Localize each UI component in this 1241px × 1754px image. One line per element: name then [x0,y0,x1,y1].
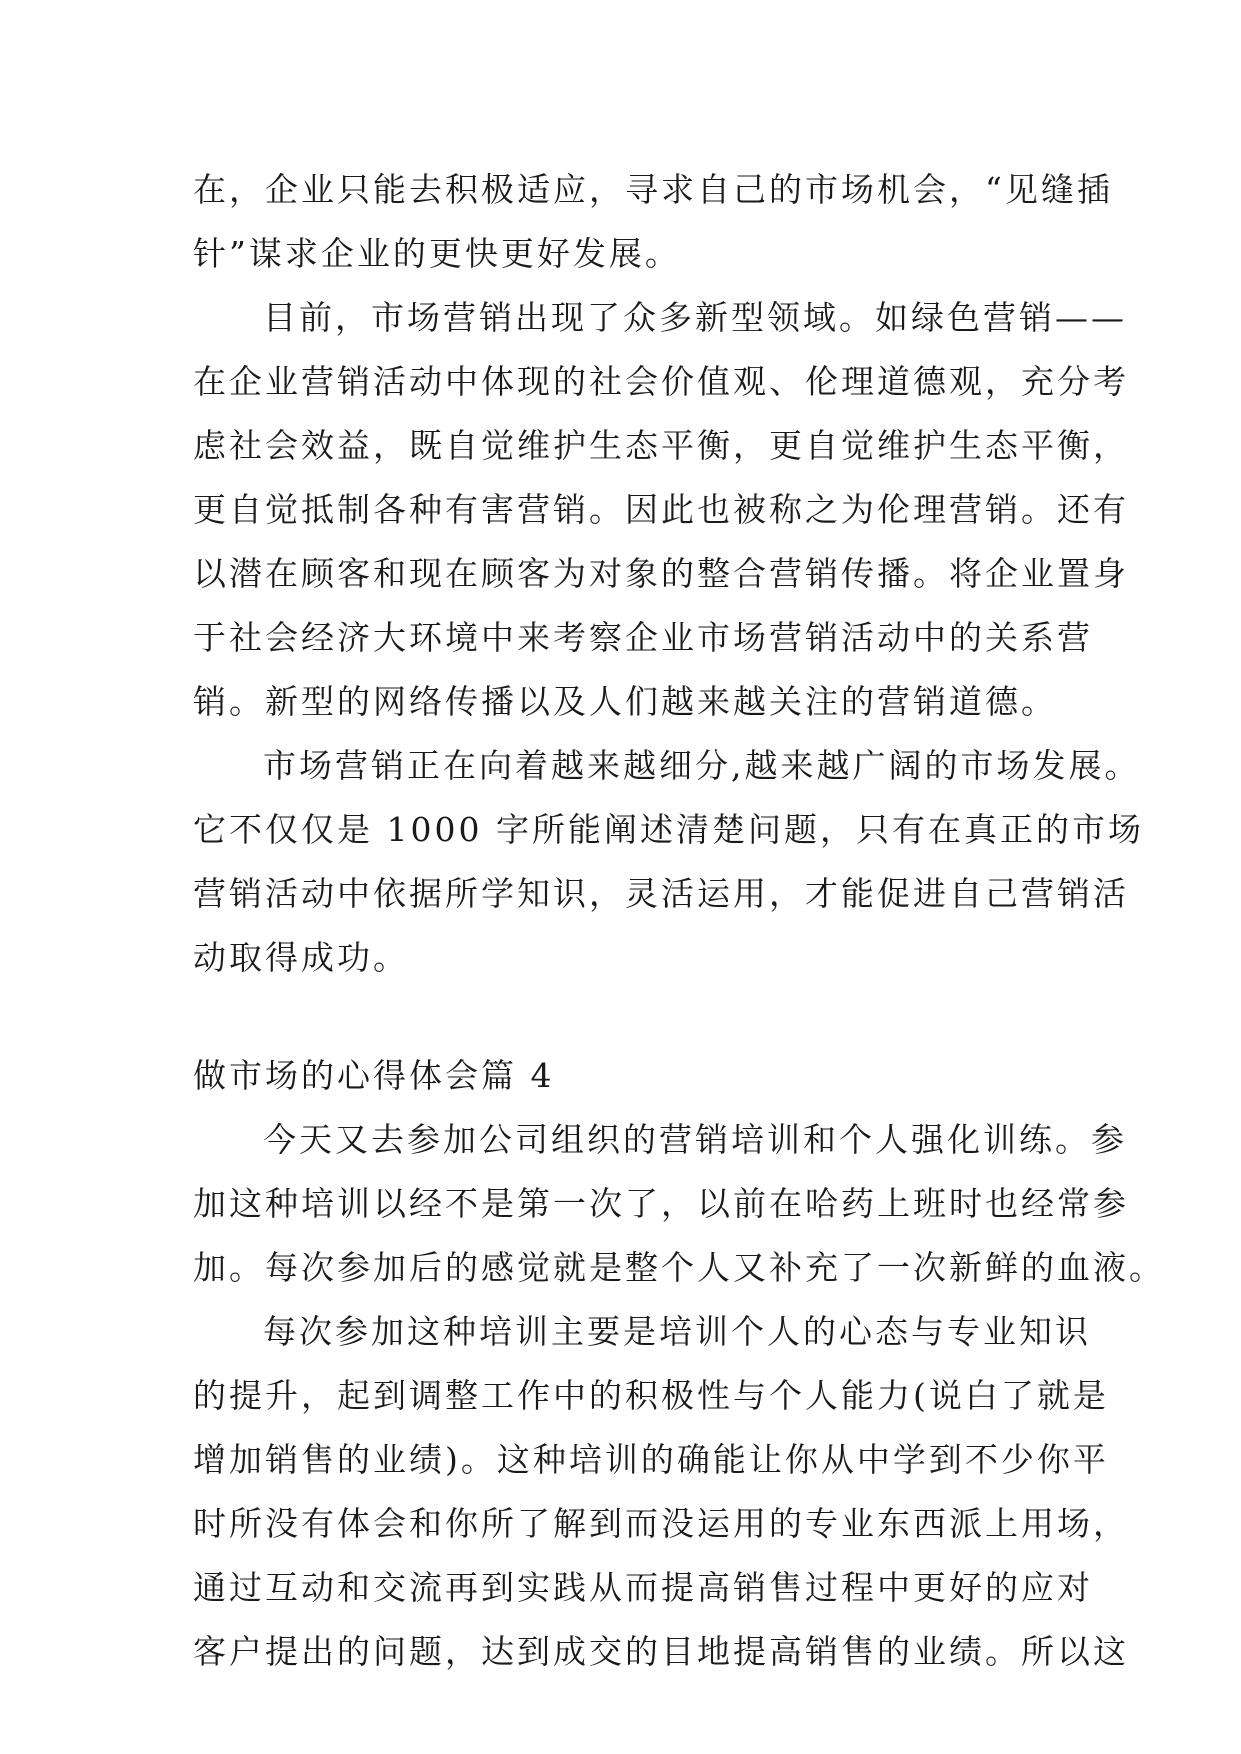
text-line: 的提升，起到调整工作中的积极性与个人能力(说白了就是 [193,1376,1109,1415]
document-body [193,158,1165,1684]
text-line: 今天又去参加公司组织的营销培训和个人强化训练。参 [263,1120,1127,1159]
text-line: 动取得成功。 [193,938,409,977]
paragraph [193,1300,1129,1684]
text-line: 虑社会效益，既自觉维护生态平衡，更自觉维护生态平衡， [193,426,1129,465]
text-line: 在，企业只能去积极适应，寻求自己的市场机会，“见缝插 [193,170,1113,209]
text-line: 加这种培训以经不是第一次了，以前在哈药上班时也经常参 [193,1184,1129,1223]
text-line: 销。新型的网络传播以及人们越来越关注的营销道德。 [193,682,1057,721]
text-line: 通过互动和交流再到实践从而提高销售过程中更好的应对 [193,1568,1093,1607]
paragraph [193,734,1144,990]
text-line: 目前，市场营销出现了众多新型领域。如绿色营销—— [263,298,1127,337]
text-line: 更自觉抵制各种有害营销。因此也被称之为伦理营销。还有 [193,490,1129,529]
text-line: 针”谋求企业的更快更好发展。 [193,234,681,273]
section-spacer [193,990,1055,1044]
text-line: 市场营销正在向着越来越细分,越来越广阔的市场发展。 [263,746,1141,785]
text-line: 时所没有体会和你所了解到而没运用的专业东西派上用场， [193,1504,1129,1543]
paragraph [193,1108,1165,1300]
text-line: 增加销售的业绩)。这种培训的确能让你从中学到不少你平 [193,1440,1109,1479]
paragraph [193,158,1113,286]
text-line: 营销活动中依据所学知识，灵活运用，才能促进自己营销活 [193,874,1129,913]
section-heading: 做市场的心得体会篇 4 [193,1056,555,1095]
text-line: 加。每次参加后的感觉就是整个人又补充了一次新鲜的血液。 [193,1248,1165,1287]
paragraph [193,286,1129,734]
text-line: 它不仅仅是 1000 字所能阐述清楚问题，只有在真正的市场 [193,810,1144,849]
text-line: 于社会经济大环境中来考察企业市场营销活动中的关系营 [193,618,1093,657]
text-line: 在企业营销活动中体现的社会价值观、伦理道德观，充分考 [193,362,1129,401]
text-line: 每次参加这种培训主要是培训个人的心态与专业知识 [263,1312,1091,1351]
text-line: 以潜在顾客和现在顾客为对象的整合营销传播。将企业置身 [193,554,1129,593]
text-line: 客户提出的问题，达到成交的目地提高销售的业绩。所以这 [193,1632,1129,1671]
